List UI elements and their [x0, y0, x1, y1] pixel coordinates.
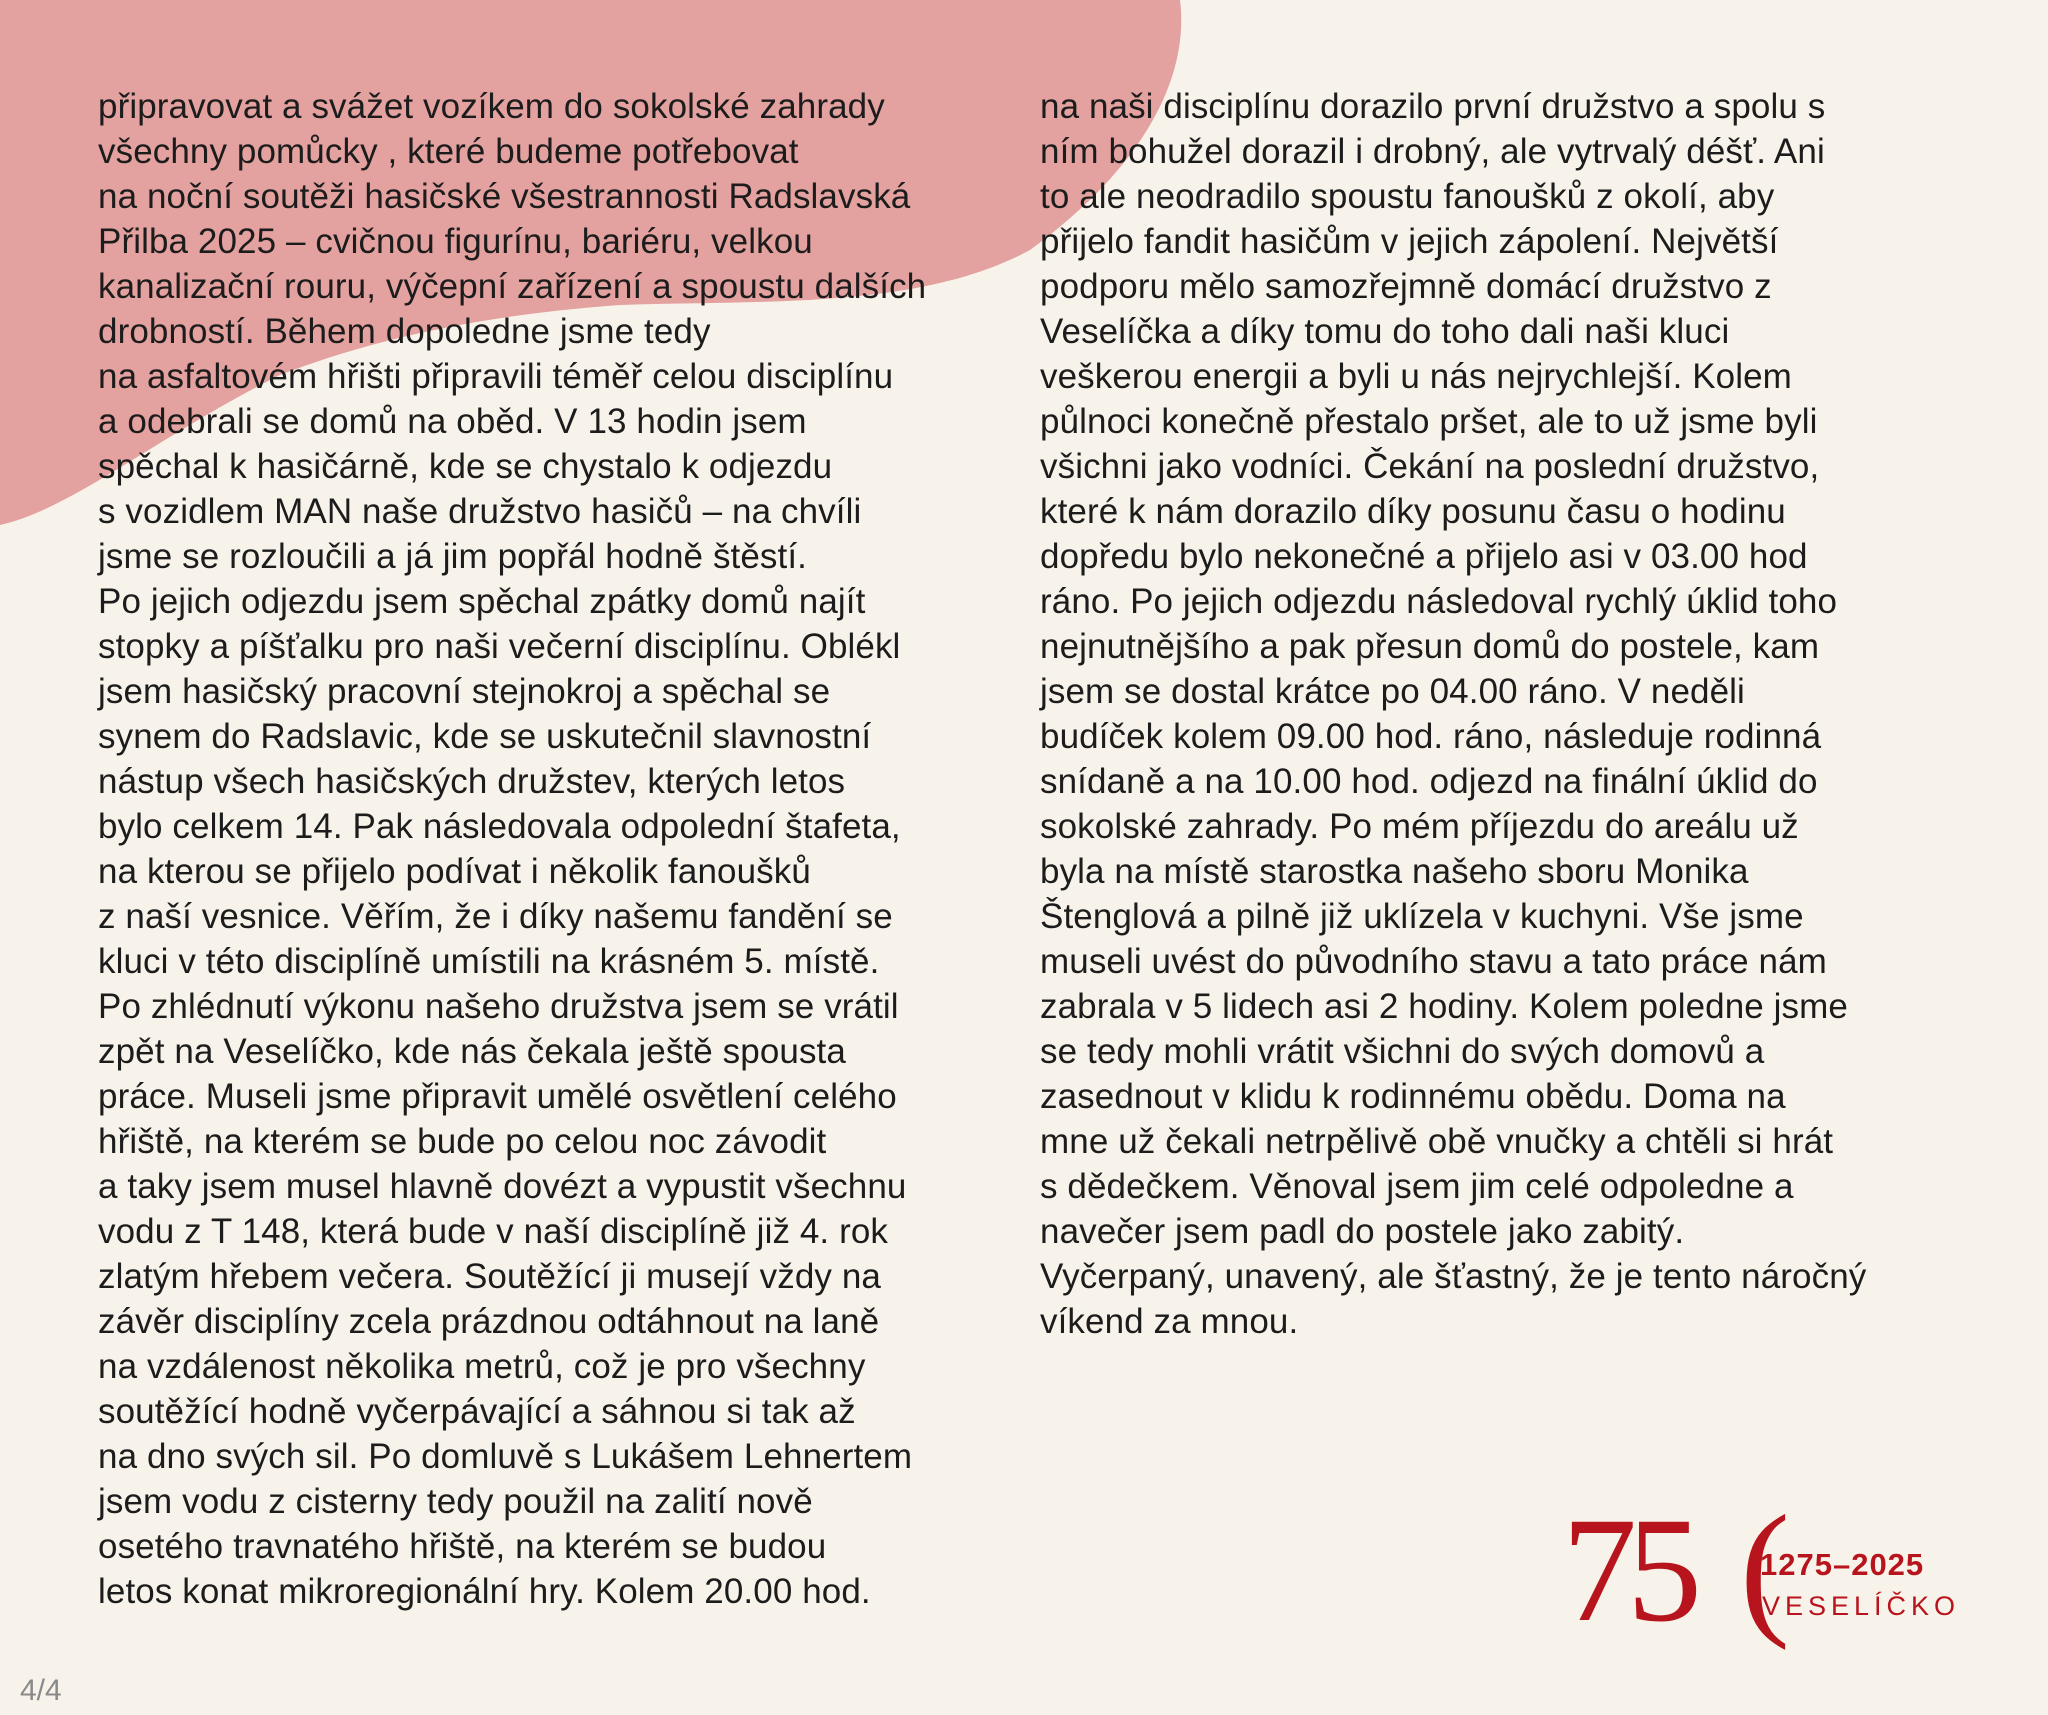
text-line: na dno svých sil. Po domluvě s Lukášem Lehnertem — [98, 1437, 913, 1476]
text-line: byla na místě starostka našeho sboru Monika — [1040, 852, 1749, 891]
text-line: letos konat mikroregionální hry. Kolem 20.00 hod. — [98, 1572, 871, 1611]
text-line: závěr disciplíny zcela prázdnou odtáhnout na laně — [98, 1302, 880, 1341]
text-line: Štenglová a pilně již uklízela v kuchyni. Vše jsme — [1040, 897, 1804, 936]
text-line: víkend za mnou. — [1040, 1302, 1299, 1341]
text-line: dopředu bylo nekonečné a přijelo asi v 03.00 hod — [1040, 537, 1808, 576]
text-line: všechny pomůcky , které budeme potřebovat — [98, 132, 799, 171]
text-line: všichni jako vodníci. Čekání na poslední družstvo, — [1040, 447, 1820, 486]
text-line: spěchal k hasičárně, kde se chystalo k odjezdu — [98, 447, 833, 486]
text-line: nejnutnějšího a pak přesun domů do postele, kam — [1040, 627, 1820, 666]
text-line: osetého travnatého hřiště, na kterém se budou — [98, 1527, 827, 1566]
text-line: museli uvést do původního stavu a tato práce nám — [1040, 942, 1827, 981]
text-line: půlnoci konečně přestalo pršet, ale to už jsme byli — [1040, 402, 1818, 441]
text-line: podporu mělo samozřejmně domácí družstvo z — [1040, 267, 1772, 306]
text-line: z naší vesnice. Věřím, že i díky našemu fandění se — [98, 897, 893, 936]
text-line: zpět na Veselíčko, kde nás čekala ještě spousta — [98, 1032, 846, 1071]
text-line: s dědečkem. Věnoval jsem jim celé odpoledne a — [1040, 1167, 1794, 1206]
text-line: připravovat a svážet vozíkem do sokolské zahrady — [98, 87, 885, 126]
text-line: jsem se dostal krátce po 04.00 ráno. V neděli — [1040, 672, 1745, 711]
text-line: na asfaltovém hřišti připravili téměř celou disciplínu — [98, 357, 894, 396]
text-line: kanalizační rouru, výčepní zařízení a spoustu dalších — [98, 267, 927, 306]
text-line: které k nám dorazilo díky posunu času o hodinu — [1040, 492, 1786, 531]
text-line: snídaně a na 10.00 hod. odjezd na finální úklid do — [1040, 762, 1818, 801]
text-line: Po jejich odjezdu jsem spěchal zpátky domů najít — [98, 582, 866, 621]
text-line: Vyčerpaný, unavený, ale šťastný, že je tento náročný — [1040, 1257, 1867, 1296]
text-line: stopky a píšťalku pro naši večerní disciplínu. Oblékl — [98, 627, 901, 666]
text-line: zasednout v klidu k rodinnému obědu. Doma na — [1040, 1077, 1786, 1116]
logo-years: 1275–2025 — [1760, 1547, 1925, 1582]
text-line: navečer jsem padl do postele jako zabitý. — [1040, 1212, 1685, 1251]
text-line: hřiště, na kterém se bude po celou noc závodit — [98, 1122, 827, 1161]
text-line: to ale neodradilo spoustu fanoušků z okolí, aby — [1040, 177, 1775, 216]
text-line: jsem hasičský pracovní stejnokroj a spěchal se — [98, 672, 831, 711]
text-line: drobností. Během dopoledne jsme tedy — [98, 312, 711, 351]
text-line: na naši disciplínu dorazilo první družstvo a spolu s — [1040, 87, 1826, 126]
text-line: kluci v této disciplíně umístili na krásném 5. místě. — [98, 942, 880, 981]
text-line: vodu z T 148, která bude v naší disciplíně již 4. rok — [98, 1212, 888, 1251]
text-line: na noční soutěži hasičské všestrannosti Radslavská — [98, 177, 911, 216]
text-line: přijelo fandit hasičům v jejich zápolení. Největší — [1040, 222, 1779, 261]
text-line: Veselíčka a díky tomu do toho dali naši kluci — [1040, 312, 1730, 351]
text-line: veškerou energii a byli u nás nejrychlejší. Kolem — [1040, 357, 1792, 396]
text-line: jsem vodu z cisterny tedy použil na zalití nově — [98, 1482, 813, 1521]
text-line: se tedy mohli vrátit všichni do svých domovů a — [1040, 1032, 1765, 1071]
text-line: bylo celkem 14. Pak následovala odpolední štafeta, — [98, 807, 901, 846]
logo-bracket: ( — [1740, 1485, 1790, 1651]
text-line: sokolské zahrady. Po mém příjezdu do areálu už — [1040, 807, 1799, 846]
text-line: práce. Museli jsme připravit umělé osvětlení celého — [98, 1077, 897, 1116]
logo-number: 75 — [1562, 1487, 1692, 1653]
text-line: na kterou se přijelo podívat i několik fanoušků — [98, 852, 811, 891]
text-line: ním bohužel dorazil i drobný, ale vytrvalý déšť. Ani — [1040, 132, 1825, 171]
text-line: nástup všech hasičských družstev, kterých letos — [98, 762, 846, 801]
text-line: jsme se rozloučili a já jim popřál hodně štěstí. — [98, 537, 808, 576]
text-line: s vozidlem MAN naše družstvo hasičů – na chvíli — [98, 492, 862, 531]
text-line: Po zhlédnutí výkonu našeho družstva jsem se vrátil — [98, 987, 899, 1026]
text-line: na vzdálenost několika metrů, což je pro všechny — [98, 1347, 866, 1386]
text-line: mne už čekali netrpělivě obě vnučky a chtěli si hrát — [1040, 1122, 1834, 1161]
text-line: Přilba 2025 – cvičnou figurínu, bariéru, velkou — [98, 222, 813, 261]
text-line: zabrala v 5 lidech asi 2 hodiny. Kolem poledne jsme — [1040, 987, 1848, 1026]
text-line: a odebrali se domů na oběd. V 13 hodin jsem — [98, 402, 807, 441]
article-column-left — [98, 84, 1028, 1614]
anniversary-logo — [1562, 1485, 1961, 1655]
text-line: budíček kolem 09.00 hod. ráno, následuje rodinná — [1040, 717, 1822, 756]
text-line: soutěžící hodně vyčerpávající a sáhnou si tak až — [98, 1392, 856, 1431]
text-line: zlatým hřebem večera. Soutěžící ji musejí vždy na — [98, 1257, 881, 1296]
text-line: a taky jsem musel hlavně dovézt a vypustit všechnu — [98, 1167, 907, 1206]
article-column-right — [1040, 84, 1970, 1344]
page-number: 4/4 — [20, 1674, 62, 1707]
logo-village-name: VESELÍČKO — [1762, 1591, 1961, 1621]
text-line: synem do Radslavic, kde se uskutečnil slavnostní — [98, 717, 872, 756]
text-line: ráno. Po jejich odjezdu následoval rychlý úklid toho — [1040, 582, 1838, 621]
